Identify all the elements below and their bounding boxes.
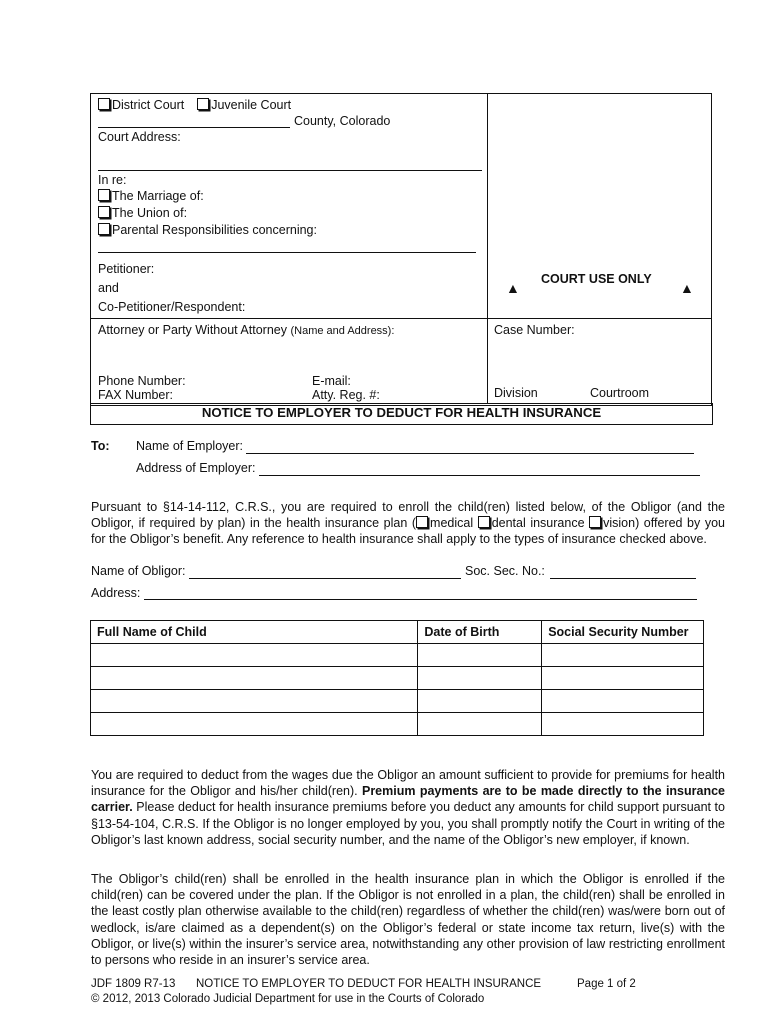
- table-row: [91, 713, 704, 736]
- dob-header: Date of Birth: [418, 621, 542, 644]
- employer-name-field[interactable]: [246, 453, 694, 454]
- attorney-label: Attorney or Party Without Attorney: [98, 323, 287, 337]
- child-name-cell[interactable]: [91, 644, 418, 667]
- children-table: [90, 620, 704, 736]
- footer-form-id: JDF 1809 R7-13: [91, 978, 176, 990]
- table-row: [91, 644, 704, 667]
- vision-checkbox[interactable]: [589, 516, 601, 528]
- child-dob-cell[interactable]: [418, 667, 542, 690]
- footer-page-number: Page 1 of 2: [577, 978, 636, 990]
- division-label: Division: [494, 386, 538, 400]
- full-name-header: Full Name of Child: [91, 621, 418, 644]
- vision-label: vision) offered by you: [603, 516, 725, 531]
- obligor-ssn-label: Soc. Sec. No.:: [465, 564, 545, 578]
- page-title: NOTICE TO EMPLOYER TO DEDUCT FOR HEALTH INSURANCE: [201, 405, 602, 420]
- to-label: To:: [91, 439, 110, 453]
- courtroom-label: Courtroom: [590, 386, 650, 400]
- and-label: and: [98, 281, 119, 295]
- obligor-name-label: Name of Obligor:: [91, 564, 186, 578]
- marriage-checkbox[interactable]: [98, 189, 110, 201]
- children-table-header: [91, 621, 704, 644]
- dental-label: dental insurance: [491, 516, 585, 531]
- employer-address-label: Address of Employer:: [136, 461, 256, 475]
- district-court-checkbox[interactable]: [98, 98, 110, 110]
- title-box: [90, 403, 713, 425]
- atty-reg-label: Atty. Reg. #:: [312, 388, 380, 402]
- table-row: [91, 690, 704, 713]
- court-caption-box: [90, 93, 712, 406]
- district-court-label: District Court: [112, 98, 185, 112]
- deduction-text-bold: Premium payments are to be made directly to the insurance carrier.: [91, 784, 726, 815]
- child-name-cell[interactable]: [91, 690, 418, 713]
- phone-label: Phone Number:: [98, 374, 186, 388]
- child-dob-cell[interactable]: [418, 713, 542, 736]
- footer-form-title: NOTICE TO EMPLOYER TO DEDUCT FOR HEALTH INSURANCE: [196, 978, 542, 990]
- obligor-address-field[interactable]: [144, 599, 697, 600]
- county-blank[interactable]: [98, 127, 290, 128]
- employer-name-label: Name of Employer:: [136, 439, 243, 453]
- parental-checkbox[interactable]: [98, 223, 110, 235]
- deduction-text-b: Please deduct for health insurance premiums before you deduct any amounts for child support pursuant to §13-54-104, C.R.S. If the Obligor is no longer employed by you, you shall promptly notify the Court in writing of the Obligor’s last known address, social security number, and the name of the Obligor’s new employer, if known.: [91, 800, 725, 847]
- union-label: The Union of:: [112, 206, 188, 220]
- court-type-row: [98, 98, 291, 112]
- marriage-label: The Marriage of:: [112, 189, 204, 203]
- pursuant-paragraph: [91, 499, 725, 548]
- email-label: E-mail:: [312, 374, 351, 388]
- child-ssn-cell[interactable]: [542, 644, 704, 667]
- child-ssn-cell[interactable]: [542, 690, 704, 713]
- obligor-address-label: Address:: [91, 586, 141, 600]
- juvenile-court-checkbox[interactable]: [197, 98, 209, 110]
- medical-checkbox[interactable]: [416, 516, 428, 528]
- parties-blank[interactable]: [98, 252, 476, 253]
- arrow-up-icon: ▲: [506, 280, 520, 296]
- marriage-option: [98, 189, 204, 203]
- county-label: County, Colorado: [294, 114, 391, 128]
- copetitioner-label: Co-Petitioner/Respondent:: [98, 300, 246, 314]
- court-address-label: Court Address:: [98, 130, 181, 144]
- court-use-only-label: COURT USE ONLY: [541, 272, 652, 286]
- child-name-cell[interactable]: [91, 667, 418, 690]
- case-number-label: Case Number:: [494, 323, 575, 337]
- child-dob-cell[interactable]: [418, 644, 542, 667]
- child-name-cell[interactable]: [91, 713, 418, 736]
- petitioner-label: Petitioner:: [98, 262, 155, 276]
- arrow-up-icon: ▲: [680, 280, 694, 296]
- pursuant-line-3: for the Obligor’s benefit. Any reference to health insurance shall apply to the types of insurance checked above.: [91, 532, 707, 547]
- union-option: [98, 206, 187, 220]
- table-row: [91, 667, 704, 690]
- footer-copyright: © 2012, 2013 Colorado Judicial Department for use in the Courts of Colorado: [91, 993, 485, 1005]
- parental-option: [98, 223, 317, 237]
- employer-address-field[interactable]: [259, 475, 700, 476]
- pursuant-line-1: Pursuant to §14-14-112, C.R.S., you are required to enroll the child(ren) listed below, of the Obligor (and the: [91, 500, 725, 514]
- parental-label: Parental Responsibilities concerning:: [112, 223, 317, 237]
- enrollment-paragraph: The Obligor’s child(ren) shall be enrolled in the health insurance plan in which the Obligor is enrolled if the child(ren) can be covered under the plan. If the Obligor is not enrolled in a plan, the child(ren) shall be enrolled in the least costly plan otherwise available to the child(ren) regardless of whether the child(ren) was/were born out of wedlock, is/are claimed as a dependent(s) on the Obligor’s federal or state income tax return, live(s) with the Obligor, or live(s) within the insurer’s service area, notwithstanding any other provision of law restricting enrollment to persons who reside in an insurer’s service area.: [91, 872, 725, 968]
- in-re-label: In re:: [98, 173, 127, 187]
- obligor-ssn-field[interactable]: [550, 578, 696, 579]
- court-address-blank[interactable]: [98, 170, 482, 171]
- pursuant-line-2-text: Obligor, if required by plan) in the health insurance plan (: [91, 516, 417, 531]
- juvenile-court-label: Juvenile Court: [211, 98, 292, 112]
- fax-label: FAX Number:: [98, 388, 174, 402]
- deduction-text-a: You are required to deduct from the wages due the Obligor an amount sufficient to provide for premiums for health insurance for the Obligor and his/her child(ren).: [91, 768, 725, 799]
- child-ssn-cell[interactable]: [542, 667, 704, 690]
- caption-divider-attorney: [90, 318, 711, 319]
- caption-divider-vertical: [487, 93, 488, 403]
- ssn-header: Social Security Number: [542, 621, 704, 644]
- obligor-name-field[interactable]: [189, 578, 461, 579]
- attorney-sub-label: (Name and Address):: [290, 325, 395, 337]
- medical-label: medical: [430, 516, 474, 531]
- union-checkbox[interactable]: [98, 206, 110, 218]
- child-dob-cell[interactable]: [418, 690, 542, 713]
- attorney-label-row: [98, 323, 394, 337]
- child-ssn-cell[interactable]: [542, 713, 704, 736]
- dental-checkbox[interactable]: [478, 516, 490, 528]
- pursuant-line-2: [91, 515, 725, 531]
- deduction-paragraph: [91, 767, 725, 848]
